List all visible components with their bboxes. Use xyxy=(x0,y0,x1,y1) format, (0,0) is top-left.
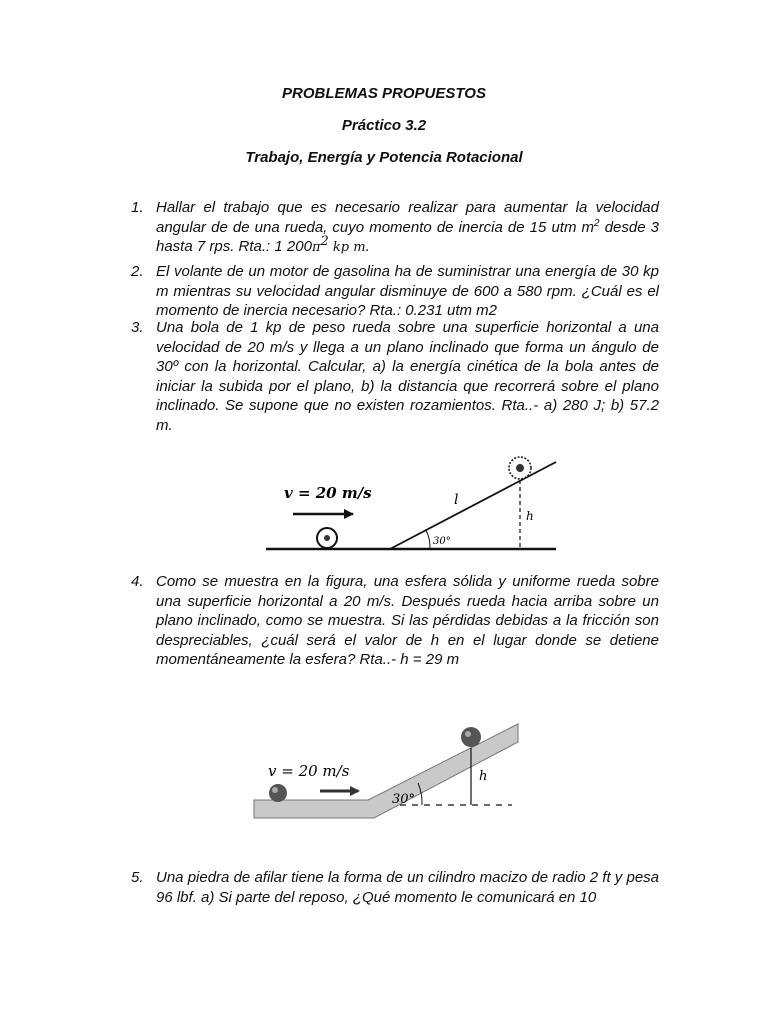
velocity-label: v = 20 m/s xyxy=(284,484,372,502)
problem-3 xyxy=(131,318,659,435)
problem-5 xyxy=(131,868,659,907)
ball-top xyxy=(461,727,481,747)
incline-line xyxy=(390,462,556,549)
problem-1 xyxy=(131,198,659,258)
height-label: h xyxy=(479,769,488,784)
height-label: h xyxy=(526,509,534,523)
figure-incline-2 xyxy=(250,718,530,828)
length-label: l xyxy=(454,492,459,508)
document-title: PROBLEMAS PROPUESTOS xyxy=(282,85,486,102)
problem-text: Una bola de 1 kp de peso rueda sobre una superficie horizontal a una velocidad de 20 m/s y llega a un plano inclinado que forma un ángulo de 30º con la horizontal. Calcular, a) la energía cinética de la bola antes de iniciar la subida por el plano, b) la distancia que recorrerá sobre el plano inclinado. Se supone que no existen rozamientos. Rta..- a) 280 J; b) 57.2 m. xyxy=(156,319,659,434)
angle-label: 30° xyxy=(392,792,416,807)
problem-text: Como se muestra en la figura, una esfera sólida y uniforme rueda sobre una superficie horizontal a 20 m/s. Después rueda hacia arriba sobre un plano inclinado, como se muestra. Si las pérdidas debidas a la fricción son despreciables, ¿cuál será el valor de h en el lugar donde se detiene momentáneamente la esfera? Rta..- h = 29 m xyxy=(156,573,659,668)
problem-number: 2. xyxy=(131,263,144,280)
ball-start xyxy=(269,784,287,802)
problem-number: 5. xyxy=(131,869,144,886)
problem-number: 3. xyxy=(131,319,144,336)
document-topic: Trabajo, Energía y Potencia Rotacional xyxy=(245,149,523,166)
document-subtitle: Práctico 3.2 xyxy=(341,117,427,134)
problem-number: 4. xyxy=(131,573,144,590)
problem-number: 1. xyxy=(131,199,144,216)
angle-arc xyxy=(426,530,430,549)
problem-4 xyxy=(131,572,659,670)
angle-label: 30° xyxy=(433,536,451,547)
problem-text: El volante de un motor de gasolina ha de suministrar una energía de 30 kp m mientras su velocidad angular disminuye de 600 a 580 rpm. ¿Cuál es el momento de inercia necesario? Rta.: 0.231 utm m2 xyxy=(156,263,659,319)
problem-text: Una piedra de afilar tiene la forma de un cilindro macizo de radio 2 ft y pesa 96 lbf. a) Si parte del reposo, ¿Qué momento le comunicará en 10 xyxy=(156,869,659,906)
velocity-label: v = 20 m/s xyxy=(268,762,350,780)
problem-2 xyxy=(131,262,659,321)
problem-text: Hallar el trabajo que es necesario realizar para aumentar la velocidad angular de de una rueda, cuyo momento de inercia de 15 utm $m^2$ desde 3 hasta 7 rps. Rta.: 1 $200\pi^2$ kp m. xyxy=(156,199,660,255)
figure-incline-1 xyxy=(262,452,562,556)
